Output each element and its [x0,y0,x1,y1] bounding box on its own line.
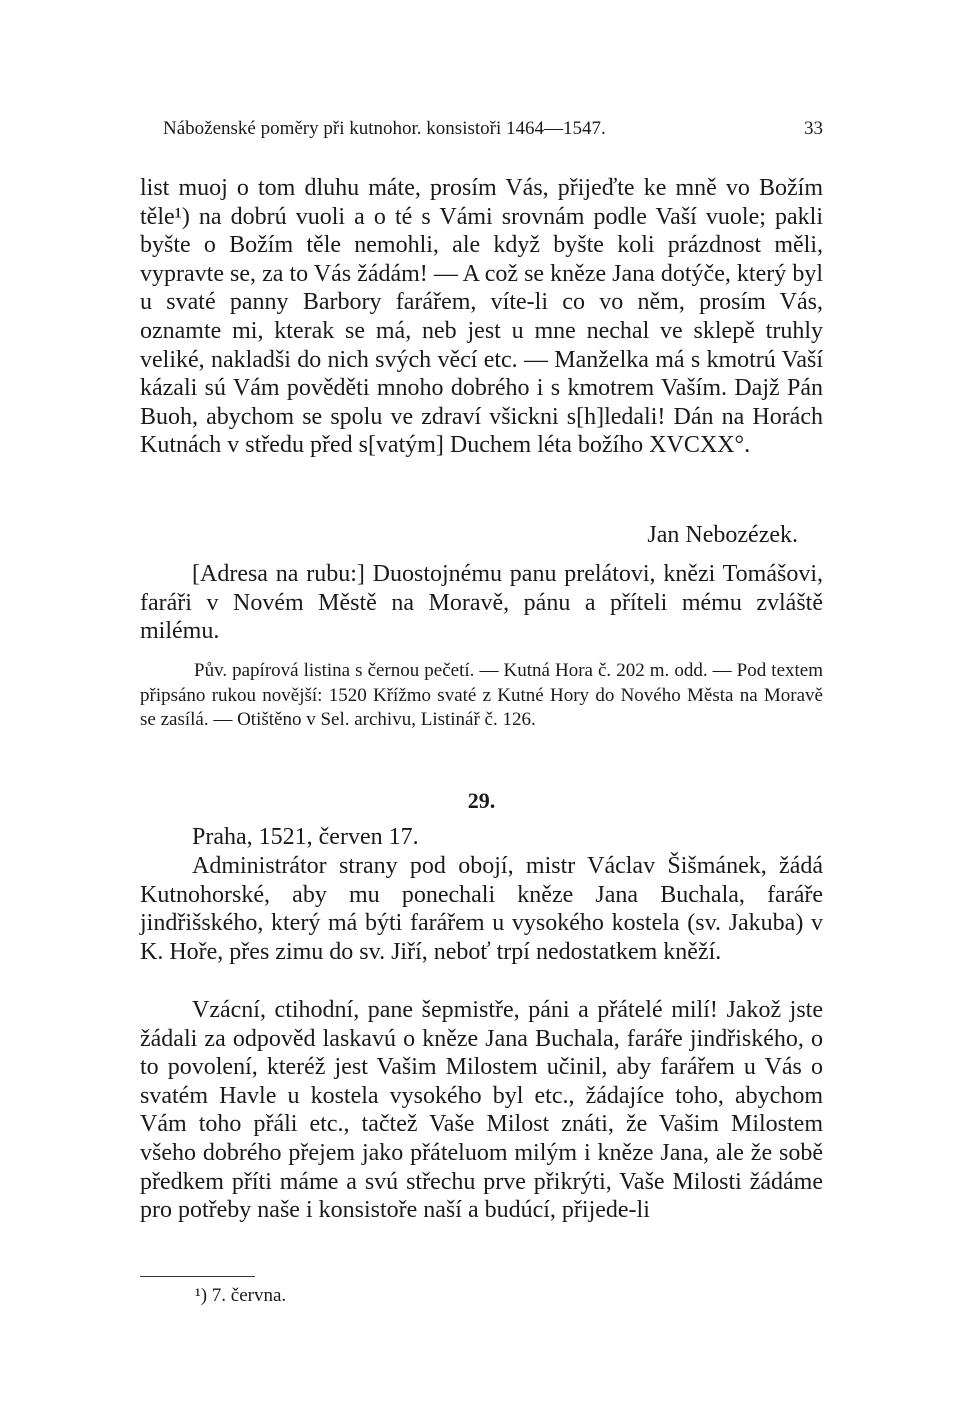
footnote-separator [140,1276,255,1277]
letter-29-body [140,996,823,1225]
archival-note-text: Pův. papírová listina s černou pečetí. — Kutná Hora č. 202 m. odd. — Pod textem připsáno rukou novější: 1520 Křížmo svaté z Kutné Hory do Nového Města na Moravě se zasílá. — Otištěno v Sel. archivu, Listinář č. 126. [140,660,823,730]
running-header [163,114,823,144]
footnote: ¹) 7. června. [195,1285,287,1306]
letter-29-summary-block [140,852,823,966]
letter-29-place-date: Praha, 1521, červen 17. [192,824,419,850]
letter-28-text: list muoj o tom dluhu máte, prosím Vás, přijeďte ke mně vo Božím těle¹) na dobrú vuoli a o té s Vámi srovnám podle Vaší vuole; pakli byšte o Božím těle nemohli, ale když byšte koli prázdnost měli, vypravte se, za to Vás žádám! — A což se kněze Jana dotýče, který byl u svaté panny Barbory farářem, víte-li co vo něm, prosím Vás, oznamte mi, kterak se má, neb jest u mne nechal ve sklepě truhly veliké, nakladši do nich svých věcí etc. — Manželka má s kmotrú Vaší kázali sú Vám pověděti mnoho dobrého i s kmotrem Vaším. Dajž Pán Buoh, abychom se spolu ve zdraví všickni s[h]ledali! Dán na Horách Kutnách v středu před s[vatým] Duchem léta božího XVCXX°. [140,175,823,459]
letter-29-text: Vzácní, ctihodní, pane šepmistře, páni a přátelé milí! Jakož jste žádali za odpověd laskavú o kněze Jana Buchala, faráře jindřiského, o to povolení, kteréž jest Vašim Milostem učinil, aby farářem u Vás o svatém Havle u kostela vysokého byl etc., žádajíce toho, abychom Vám toho přáli etc., tačtež Vaše Milost znáti, že Vašim Milostem všeho dobrého přejem jako přáteluom milým i kněze Jana, ale že sobě předkem příti máme a svú střechu prve přikrýti, Vaše Milosti žádáme pro potřeby naše i konsistoře naší a budúcí, přijede-li [140,997,823,1224]
letter-28-body [140,174,823,460]
letter-29-summary: Administrátor strany pod obojí, mistr Václav Šišmánek, žádá Kutnohorské, aby mu ponechali kněze Jana Buchala, faráře jindřišského, který má býti farářem u vysokého kostela (sv. Jakuba) v K. Hoře, přes zimu do sv. Jiří, neboť trpí nedostatkem kněží. [140,853,823,965]
letter-29-heading [140,823,823,852]
letter-28-signature: Jan Nebozézek. [647,522,798,548]
document-number: 29. [467,788,496,813]
letter-28-archival-note [140,659,823,733]
running-title: Náboženské poměry při kutnohor. konsistoři 1464—1547. [163,118,606,139]
letter-28-address-block [140,560,823,646]
page-number: 33 [804,118,823,139]
letter-28-address: [Adresa na rubu:] Duostojnému panu prelátovi, knězi Tomášovi, faráři v Novém Městě na Moravě, pánu a příteli mému zvláště milému. [140,561,823,645]
